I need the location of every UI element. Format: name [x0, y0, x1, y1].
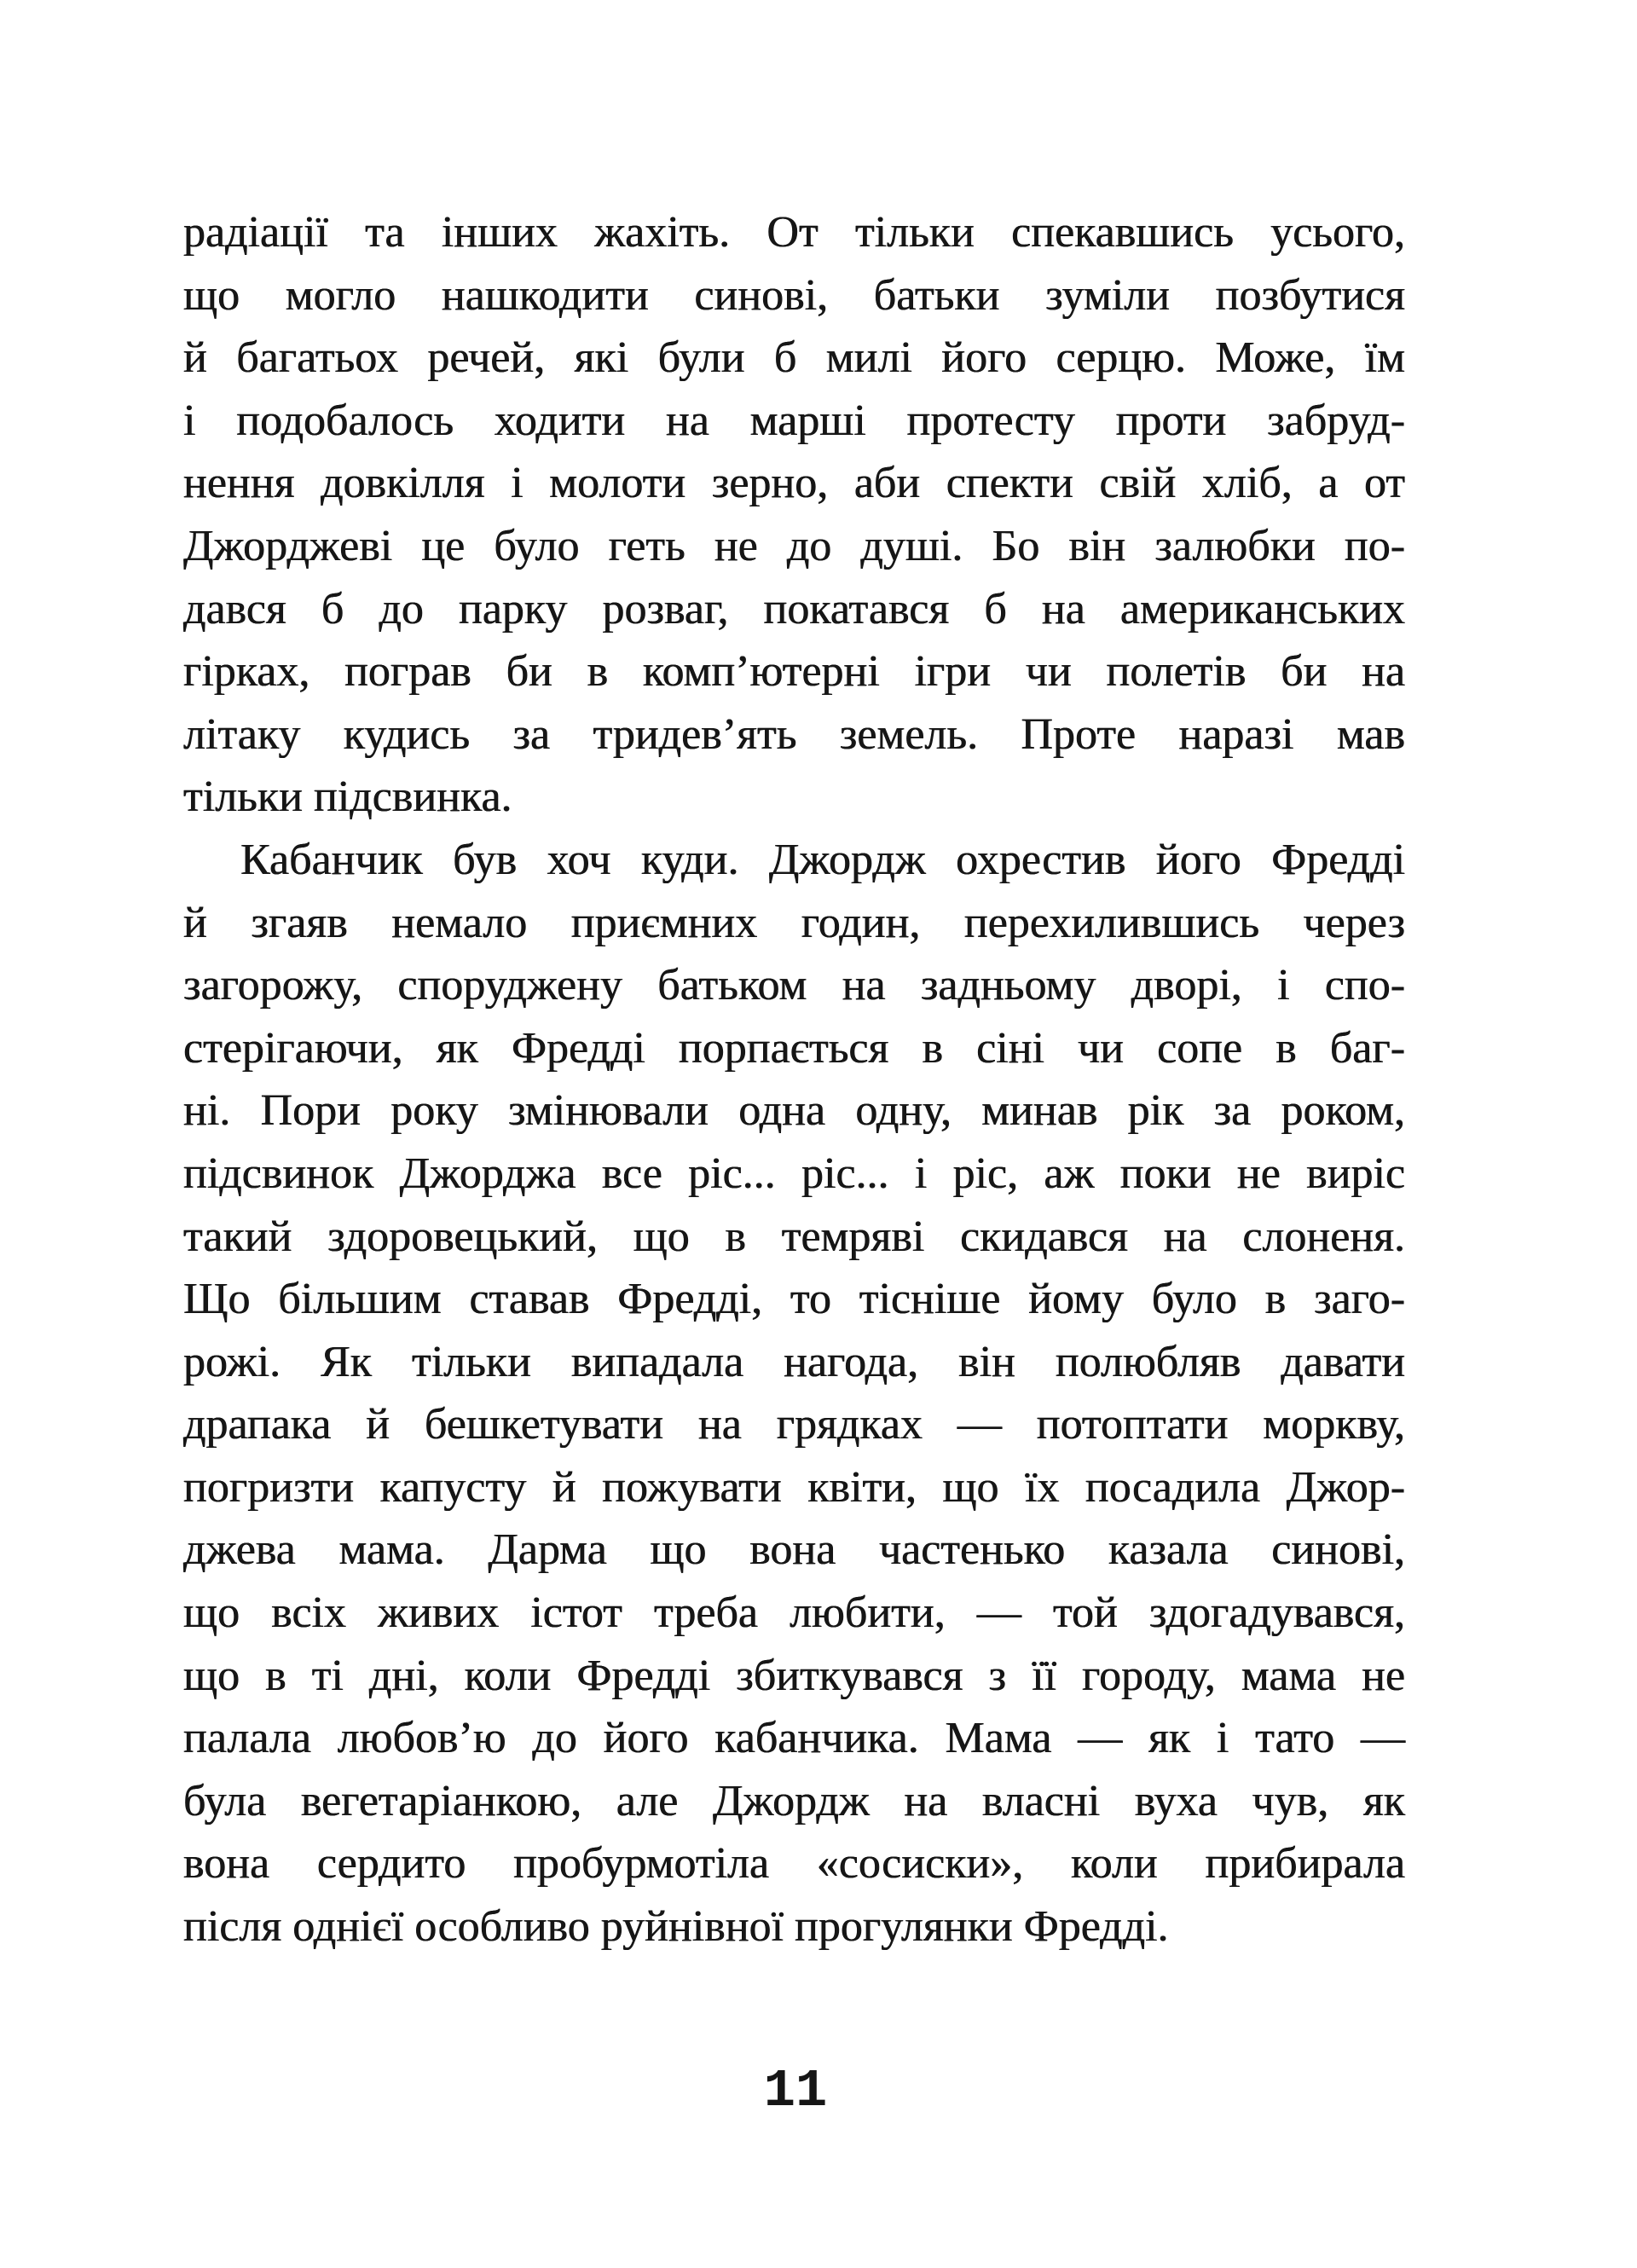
- text-line: стерігаючи, як Фредді порпається в сіні чи сопе в баг-: [183, 1023, 1405, 1073]
- text-line: підсвинок Джорджа все ріс... ріс... і ріс, аж поки не виріс: [183, 1148, 1405, 1198]
- text-line: що всіх живих істот треба любити, — той здогадувався,: [183, 1588, 1405, 1638]
- text-line: Що більшим ставав Фредді, то тісніше йому було в заго-: [183, 1275, 1405, 1324]
- text-line: що в ті дні, коли Фредді збиткувався з її городу, мама не: [183, 1651, 1405, 1700]
- text-line: джева мама. Дарма що вона частенько казала синові,: [183, 1525, 1405, 1575]
- text-line: драпака й бешкетувати на грядках — потоптати моркву,: [183, 1400, 1405, 1449]
- text-line: після однієї особливо руйнівної прогулянки Фредді.: [183, 1902, 1169, 1952]
- text-line: ні. Пори року змінювали одна одну, минав рік за роком,: [183, 1086, 1405, 1136]
- text-line: і подобалось ходити на марші протесту проти забруд-: [183, 396, 1405, 445]
- paragraph-2: [183, 829, 1405, 1958]
- text-line: й згаяв немало приємних годин, перехилившись через: [183, 898, 1405, 947]
- text-line: радіації та інших жахіть. От тільки спекавшись усього,: [183, 208, 1405, 257]
- text-line: тільки підсвинка.: [183, 772, 512, 822]
- text-line: й багатьох речей, які були б милі його серцю. Може, їм: [183, 333, 1405, 383]
- body-text: [183, 201, 1405, 1958]
- text-line: Кабанчик був хоч куди. Джордж охрестив його Фредді: [240, 835, 1405, 884]
- paragraph-1: [183, 201, 1405, 829]
- text-line: гірках, пограв би в комп’ютерні ігри чи полетів би на: [183, 647, 1405, 697]
- page-number: 11: [763, 2061, 828, 2121]
- text-line: дався б до парку розваг, покатався б на американських: [183, 584, 1405, 634]
- text-line: такий здоровецький, що в темряві скидався на слоненя.: [183, 1212, 1405, 1261]
- text-line: вона сердито пробурмотіла «сосиски», коли прибирала: [183, 1839, 1405, 1889]
- text-line: рожі. Як тільки випадала нагода, він полюбляв давати: [183, 1337, 1405, 1386]
- text-line: літаку кудись за тридев’ять земель. Проте наразі мав: [183, 709, 1405, 759]
- text-line: погризти капусту й пожувати квіти, що їх посадила Джор-: [183, 1462, 1405, 1512]
- text-line: що могло нашкодити синові, батьки зуміли позбутися: [183, 270, 1405, 320]
- text-line: була вегетаріанкою, але Джордж на власні вуха чув, як: [183, 1776, 1405, 1825]
- text-line: нення довкілля і молоти зерно, аби спекти свій хліб, а от: [183, 459, 1405, 508]
- text-line: загорожу, споруджену батьком на задньому дворі, і спо-: [183, 961, 1405, 1010]
- text-line: палала любов’ю до його кабанчика. Мама — як і тато —: [183, 1714, 1405, 1763]
- text-line: Джорджеві це було геть не до душі. Бо він залюбки по-: [183, 521, 1405, 570]
